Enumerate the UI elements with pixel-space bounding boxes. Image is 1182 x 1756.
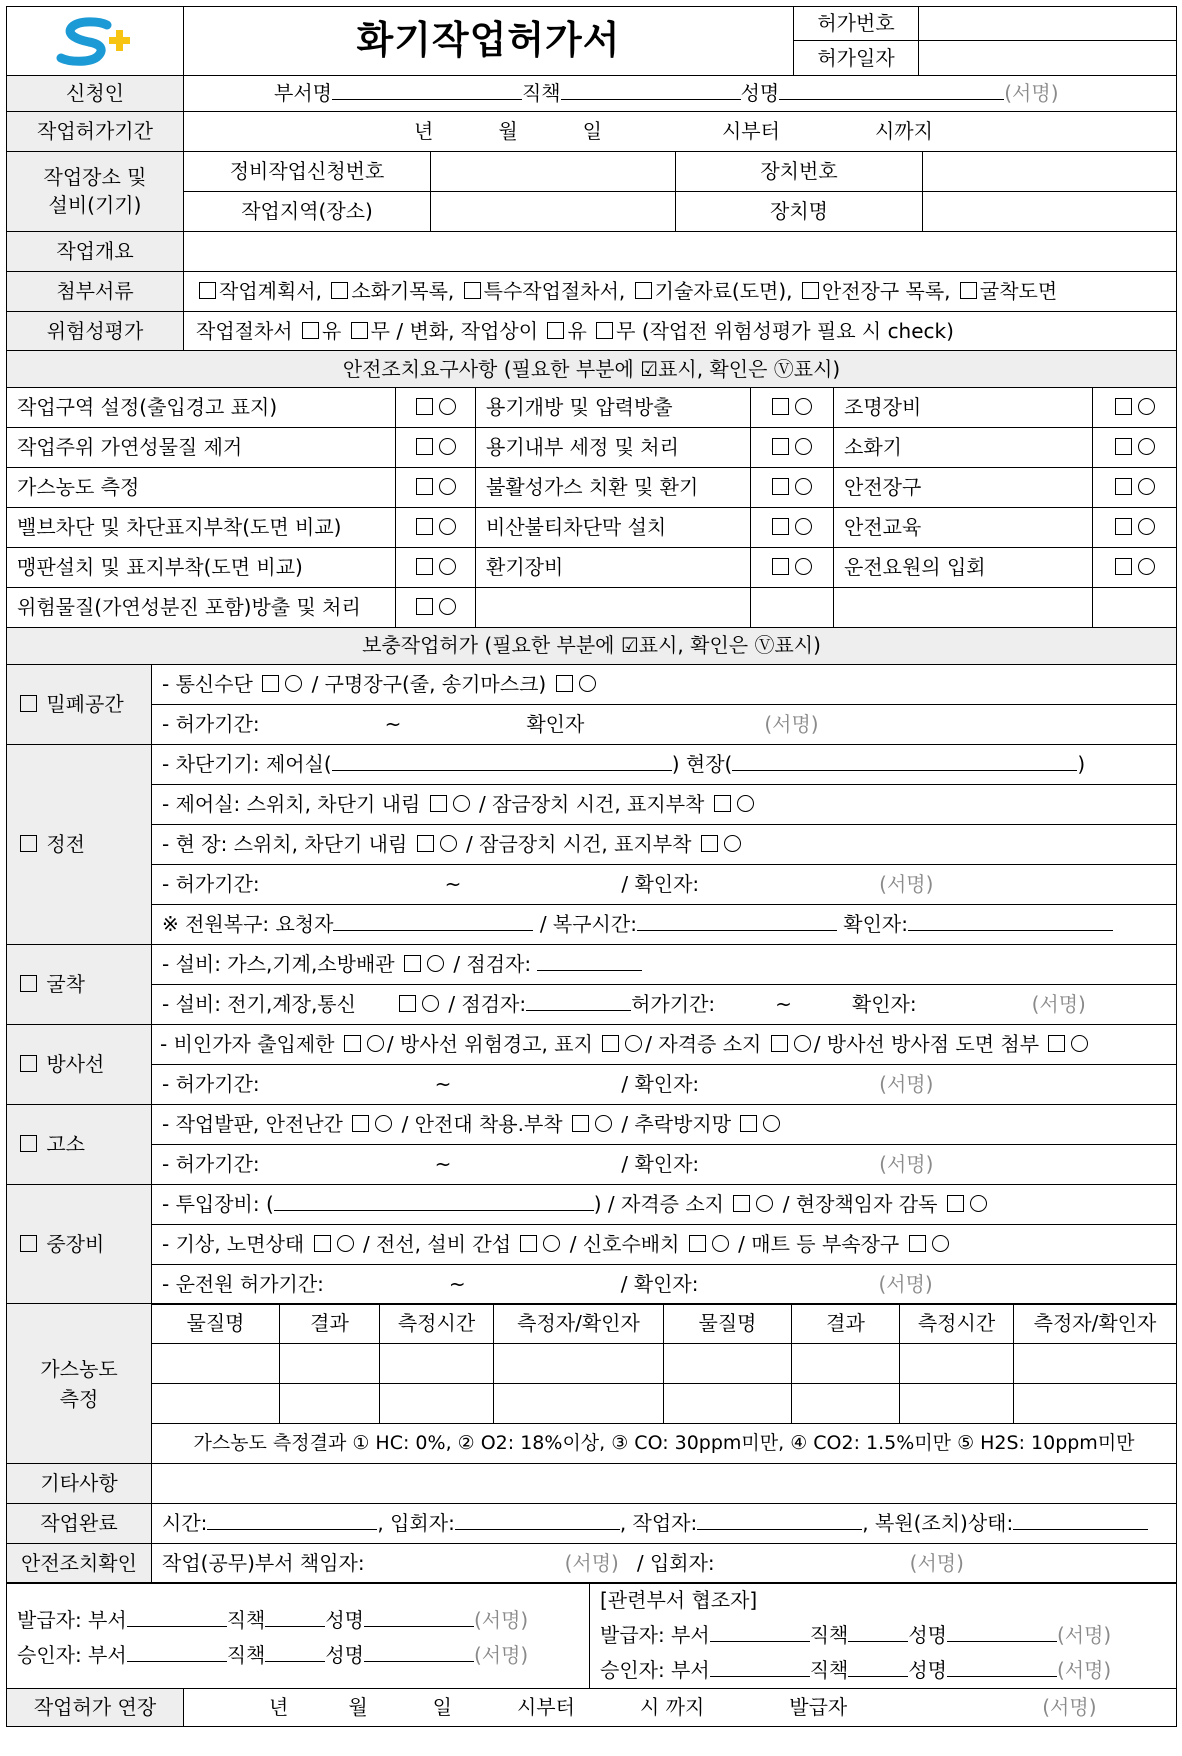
confirm-circle[interactable] <box>756 1195 773 1212</box>
confirm-circle[interactable] <box>1138 558 1155 575</box>
checkbox[interactable] <box>771 1035 788 1052</box>
equip-no-field[interactable] <box>923 151 1177 191</box>
rad-label[interactable]: 방사선 <box>7 1024 152 1104</box>
check-cell[interactable] <box>1093 548 1177 588</box>
gas-table <box>6 1303 1177 1464</box>
confirm-circle[interactable] <box>285 675 302 692</box>
confirm-circle[interactable] <box>595 1115 612 1132</box>
confirm-circle[interactable] <box>794 1035 811 1052</box>
yes-label: 유 <box>567 318 587 343</box>
name-label: 성명 <box>740 81 780 105</box>
checkbox[interactable] <box>572 1115 589 1132</box>
check-cell[interactable] <box>751 388 834 428</box>
checked-box-icon: ☑ <box>640 356 659 381</box>
confirm-circle[interactable] <box>1138 478 1155 495</box>
checkbox[interactable] <box>802 282 819 299</box>
bottom-table <box>6 1463 1177 1584</box>
checkbox[interactable] <box>416 478 433 495</box>
checkbox[interactable] <box>331 282 348 299</box>
checkbox[interactable] <box>351 322 368 339</box>
power-line-5: ※ 전원복구: 요청자 / 복구시간: 확인자: <box>152 904 1177 944</box>
checkbox[interactable] <box>302 322 319 339</box>
confirm-circle[interactable] <box>795 478 812 495</box>
no-label: 무 <box>370 318 390 343</box>
check-cell[interactable] <box>751 428 834 468</box>
safety-item: 밸브차단 및 차단표지부착(도면 비교) <box>7 508 396 548</box>
attach-label: 첨부서류 <box>7 271 184 311</box>
heavy-line-2: - 기상, 노면상태 / 전선, 설비 간섭 / 신호수배치 / 매트 등 부속장구 <box>152 1224 1177 1264</box>
gas-cell[interactable] <box>152 1344 280 1384</box>
confirm-circle[interactable] <box>439 478 456 495</box>
period-label: 작업허가기간 <box>7 111 184 151</box>
attach-row <box>184 271 1177 311</box>
check-cell[interactable] <box>396 428 476 468</box>
logo <box>7 7 184 76</box>
checkbox[interactable] <box>417 835 434 852</box>
checked-box-icon: ☑ <box>620 633 639 657</box>
checkbox[interactable] <box>947 1195 964 1212</box>
empty-cell <box>476 588 751 628</box>
safety-header: 안전조치요구사항 (필요한 부분에 ☑표시, 확인은 Ⓥ표시) <box>7 351 1177 388</box>
empty-cell <box>834 588 1093 628</box>
checkbox[interactable] <box>262 675 279 692</box>
gas-cell[interactable] <box>280 1384 380 1424</box>
confirm-circle[interactable] <box>1138 438 1155 455</box>
high-line-2: - 허가기간: ~ / 확인자: (서명) <box>152 1144 1177 1184</box>
heavy-label[interactable]: 중장비 <box>7 1184 152 1304</box>
confirm-circle[interactable] <box>970 1195 987 1212</box>
safety-item: 비산불티차단막 설치 <box>476 508 751 548</box>
heavy-line-3: - 운전원 허가기간: ~ / 확인자: (서명) <box>152 1264 1177 1304</box>
check-cell[interactable] <box>1093 388 1177 428</box>
safety-table <box>6 350 1177 628</box>
check-cell[interactable] <box>751 508 834 548</box>
info-table <box>6 75 1177 352</box>
checkbox[interactable] <box>416 438 433 455</box>
confirm-circle[interactable] <box>795 438 812 455</box>
rad-line-2: - 허가기간: ~ / 확인자: (서명) <box>152 1064 1177 1104</box>
confirm-circle[interactable] <box>427 955 444 972</box>
supp-table <box>6 627 1177 1305</box>
confirm-circle[interactable] <box>422 995 439 1012</box>
confirm-circle[interactable] <box>543 1235 560 1252</box>
checkbox[interactable] <box>199 282 216 299</box>
checkbox[interactable] <box>1115 398 1132 415</box>
checkbox[interactable] <box>20 835 37 852</box>
checkbox[interactable] <box>689 1235 706 1252</box>
permit-date-label: 허가일자 <box>794 41 919 76</box>
coop-title: [관련부서 협조자] <box>600 1588 758 1612</box>
period-row[interactable] <box>184 111 1177 151</box>
risk-label: 위험성평가 <box>7 311 184 351</box>
safety-item: 환기장비 <box>476 548 751 588</box>
confirm-circle[interactable] <box>795 558 812 575</box>
heavy-line-1: - 투입장비: ( ) / 자격증 소지 / 현장책임자 감독 <box>152 1184 1177 1224</box>
checkbox[interactable] <box>416 598 433 615</box>
etc-field[interactable] <box>152 1463 1177 1503</box>
confirm-circle[interactable] <box>712 1235 729 1252</box>
equip-name-label: 장치명 <box>676 191 923 231</box>
safety-item: 안전장구 <box>834 468 1093 508</box>
check-cell[interactable] <box>396 388 476 428</box>
checkbox[interactable] <box>352 1115 369 1132</box>
confirm-circle[interactable] <box>763 1115 780 1132</box>
power-label[interactable]: 정전 <box>7 744 152 944</box>
check-cell[interactable] <box>1093 468 1177 508</box>
safety-item: 용기개방 및 압력방출 <box>476 388 751 428</box>
rad-line-1: - 비인가자 출입제한 / 방사선 위험경고, 표지 / 자격증 소지 / 방사선 방사점 도면 첨부 <box>152 1024 1177 1064</box>
checkbox[interactable] <box>635 282 652 299</box>
area-label: 작업지역(장소) <box>184 191 431 231</box>
overview-field[interactable] <box>184 231 1177 271</box>
month-label: 월 <box>498 118 518 143</box>
gas-cell[interactable] <box>900 1384 1014 1424</box>
s-plus-logo-icon <box>55 16 135 66</box>
checkbox[interactable] <box>416 398 433 415</box>
checkbox[interactable] <box>602 1035 619 1052</box>
confirm-circle[interactable] <box>439 438 456 455</box>
checkbox[interactable] <box>399 995 416 1012</box>
risk-note: (작업전 위험성평가 필요 시 check) <box>641 318 954 343</box>
confirm-circle[interactable] <box>1138 398 1155 415</box>
area-field[interactable] <box>431 191 676 231</box>
confirm-circle[interactable] <box>439 398 456 415</box>
checkbox[interactable] <box>547 322 564 339</box>
extend-row[interactable]: 년 월 일 시부터 시 까지 발급자 (서명) <box>184 1688 1177 1726</box>
checkbox[interactable] <box>772 518 789 535</box>
checkbox[interactable] <box>20 1135 37 1152</box>
gas-cell[interactable] <box>1014 1344 1177 1384</box>
safety-item: 소화기 <box>834 428 1093 468</box>
checkbox[interactable] <box>404 955 421 972</box>
gas-cell[interactable] <box>792 1384 900 1424</box>
checkbox[interactable] <box>416 558 433 575</box>
checkbox[interactable] <box>740 1115 757 1132</box>
checkbox[interactable] <box>520 1235 537 1252</box>
confirm-circle[interactable] <box>625 1035 642 1052</box>
risk-text: / 변화, 작업상이 <box>396 318 539 343</box>
checkbox[interactable] <box>772 558 789 575</box>
safety-item: 운전요원의 입회 <box>834 548 1093 588</box>
gas-col-header: 측정자/확인자 <box>494 1304 664 1344</box>
power-line-2: - 제어실: 스위치, 차단기 내림 / 잠금장치 시건, 표지부착 <box>152 784 1177 824</box>
risk-row <box>184 311 1177 351</box>
year-label: 년 <box>414 118 434 143</box>
confirm-circle[interactable] <box>795 518 812 535</box>
gas-col-header: 결과 <box>792 1304 900 1344</box>
checkbox[interactable] <box>344 1035 361 1052</box>
check-cell[interactable] <box>751 548 834 588</box>
gas-col-header: 측정시간 <box>900 1304 1014 1344</box>
confined-label[interactable]: 밀폐공간 <box>7 664 152 744</box>
gas-cell[interactable] <box>380 1344 494 1384</box>
empty-cell <box>751 588 834 628</box>
confirm-row[interactable]: 작업(공무)부서 책임자: (서명) / 입회자: (서명) <box>152 1543 1177 1583</box>
safety-item: 맹판설치 및 표지부착(도면 비교) <box>7 548 396 588</box>
confined-line-1: - 통신수단 / 구명장구(줄, 송기마스크) <box>152 664 1177 704</box>
safety-item: 위험물질(가연성분진 포함)방출 및 처리 <box>7 588 396 628</box>
applicant-row[interactable] <box>184 75 1177 111</box>
checkbox[interactable] <box>772 478 789 495</box>
equip-name-field[interactable] <box>923 191 1177 231</box>
checkbox[interactable] <box>314 1235 331 1252</box>
checkbox[interactable] <box>1115 518 1132 535</box>
check-cell[interactable] <box>396 508 476 548</box>
permit-no-field[interactable] <box>919 7 1177 41</box>
attach-item: 기술자료(도면), <box>654 278 793 303</box>
gas-cell[interactable] <box>900 1344 1014 1384</box>
permit-date-field[interactable] <box>919 41 1177 76</box>
safety-item: 작업구역 설정(출입경고 표지) <box>7 388 396 428</box>
dig-line-1: - 설비: 가스,기계,소방배관 / 점검자: <box>152 944 1177 984</box>
confirm-circle[interactable] <box>1071 1035 1088 1052</box>
to-label: 시까지 <box>874 118 933 143</box>
extend-table <box>6 1688 1177 1727</box>
supp-header: 보충작업허가 (필요한 부분에 ☑표시, 확인은 Ⓥ표시) <box>7 627 1177 664</box>
checkbox[interactable] <box>20 695 37 712</box>
gas-col-header: 물질명 <box>152 1304 280 1344</box>
checkbox[interactable] <box>1115 438 1132 455</box>
page-title: 화기작업허가서 <box>184 7 794 76</box>
checkbox[interactable] <box>714 795 731 812</box>
applicant-label: 신청인 <box>7 75 184 111</box>
etc-label: 기타사항 <box>7 1463 152 1503</box>
check-cell[interactable] <box>1093 428 1177 468</box>
power-line-1: - 차단기기: 제어실( ) 현장( ) <box>152 744 1177 784</box>
check-circle-icon: Ⓥ <box>754 633 775 657</box>
yes-label: 유 <box>321 318 342 343</box>
checkbox[interactable] <box>772 438 789 455</box>
header-table <box>6 6 1177 76</box>
position-label: 직책 <box>521 81 561 105</box>
gas-col-header: 물질명 <box>664 1304 792 1344</box>
equip-no-label: 장치번호 <box>676 151 923 191</box>
place-label: 작업장소 및 설비(기기) <box>7 151 184 231</box>
attach-item: 특수작업절차서, <box>483 278 626 303</box>
confirm-circle[interactable] <box>737 795 754 812</box>
risk-text: 작업절차서 <box>196 318 293 343</box>
permit-no-label: 허가번호 <box>794 7 919 41</box>
checkbox[interactable] <box>430 795 447 812</box>
gas-cell[interactable] <box>494 1344 664 1384</box>
no-label: 무 <box>616 318 636 343</box>
empty-cell <box>1093 588 1177 628</box>
power-line-4: - 허가기간: ~ / 확인자: (서명) <box>152 864 1177 904</box>
confirm-label: 안전조치확인 <box>7 1543 152 1583</box>
dig-label[interactable]: 굴착 <box>7 944 152 1024</box>
sign-mark: (서명) <box>1004 81 1059 105</box>
req-no-label: 정비작업신청번호 <box>184 151 431 191</box>
confirm-circle[interactable] <box>724 835 741 852</box>
gas-cell[interactable] <box>380 1384 494 1424</box>
confirm-circle[interactable] <box>375 1115 392 1132</box>
gas-cell[interactable] <box>664 1344 792 1384</box>
safety-item: 안전교육 <box>834 508 1093 548</box>
safety-item: 가스농도 측정 <box>7 468 396 508</box>
check-cell[interactable] <box>751 468 834 508</box>
confirm-circle[interactable] <box>453 795 470 812</box>
done-row[interactable]: 시간: , 입회자: , 작업자: , 복원(조치)상태: <box>152 1503 1177 1543</box>
attach-item: 작업계획서, <box>219 278 322 303</box>
confirm-circle[interactable] <box>795 398 812 415</box>
day-label: 일 <box>582 118 602 143</box>
safety-item: 용기내부 세정 및 처리 <box>476 428 751 468</box>
confirm-circle[interactable] <box>440 835 457 852</box>
check-cell[interactable] <box>396 468 476 508</box>
checkbox[interactable] <box>416 518 433 535</box>
power-line-3: - 현 장: 스위치, 차단기 내림 / 잠금장치 시건, 표지부착 <box>152 824 1177 864</box>
checkbox[interactable] <box>20 1235 37 1252</box>
checkbox[interactable] <box>1048 1035 1065 1052</box>
req-no-field[interactable] <box>431 151 676 191</box>
issuer-cell[interactable]: 발급자: 부서 직책 성명 (서명) 승인자: 부서 직책 성명 (서명) <box>7 1583 590 1689</box>
checkbox[interactable] <box>20 1055 37 1072</box>
gas-cell[interactable] <box>152 1384 280 1424</box>
attach-item: 안전장구 목록, <box>821 278 951 303</box>
confirm-circle[interactable] <box>439 518 456 535</box>
overview-label: 작업개요 <box>7 231 184 271</box>
done-label: 작업완료 <box>7 1503 152 1543</box>
confined-line-2: - 허가기간: ~ 확인자 (서명) <box>152 704 1177 744</box>
checkbox[interactable] <box>1115 478 1132 495</box>
from-label: 시부터 <box>721 118 780 143</box>
check-cell[interactable] <box>396 588 476 628</box>
checkbox[interactable] <box>596 322 613 339</box>
gas-cell[interactable] <box>664 1384 792 1424</box>
permit-form <box>6 6 1176 1727</box>
confirm-circle[interactable] <box>439 558 456 575</box>
safety-item: 불활성가스 치환 및 환기 <box>476 468 751 508</box>
safety-item: 작업주위 가연성물질 제거 <box>7 428 396 468</box>
checkbox[interactable] <box>20 975 37 992</box>
gas-result: 가스농도 측정결과 ① HC: 0%, ② O2: 18%이상, ③ CO: 30ppm미만, ④ CO2: 1.5%미만 ⑤ H2S: 10ppm미만 <box>152 1424 1177 1464</box>
checkbox[interactable] <box>909 1235 926 1252</box>
check-cell[interactable] <box>1093 508 1177 548</box>
gas-label: 가스농도 측정 <box>7 1304 152 1464</box>
gas-col-header: 측정시간 <box>380 1304 494 1344</box>
attach-item: 굴착도면 <box>979 278 1058 303</box>
gas-cell[interactable] <box>792 1344 900 1384</box>
confirm-circle[interactable] <box>337 1235 354 1252</box>
check-circle-icon: Ⓥ <box>773 356 794 381</box>
checkbox[interactable] <box>556 675 573 692</box>
attach-item: 소화기목록, <box>351 278 455 303</box>
checkbox[interactable] <box>464 282 481 299</box>
confirm-circle[interactable] <box>579 675 596 692</box>
checkbox[interactable] <box>772 398 789 415</box>
confirm-circle[interactable] <box>932 1235 949 1252</box>
dig-line-2: - 설비: 전기,계장,통신 / 점검자: 허가기간: ~ 확인자: (서명) <box>152 984 1177 1024</box>
checkbox[interactable] <box>960 282 977 299</box>
safety-item: 조명장비 <box>834 388 1093 428</box>
high-line-1: - 작업발판, 안전난간 / 안전대 착용.부착 / 추락방지망 <box>152 1104 1177 1144</box>
check-cell[interactable] <box>396 548 476 588</box>
gas-col-header: 결과 <box>280 1304 380 1344</box>
confirm-circle[interactable] <box>1138 518 1155 535</box>
confirm-circle[interactable] <box>367 1035 384 1052</box>
checkbox[interactable] <box>733 1195 750 1212</box>
confirm-circle[interactable] <box>439 598 456 615</box>
gas-col-header: 측정자/확인자 <box>1014 1304 1177 1344</box>
coop-cell[interactable]: [관련부서 협조자] 발급자: 부서 직책 성명 (서명) 승인자: 부서 직책 성명 (서명) <box>590 1583 1177 1689</box>
high-label[interactable]: 고소 <box>7 1104 152 1184</box>
gas-cell[interactable] <box>494 1384 664 1424</box>
extend-label: 작업허가 연장 <box>7 1688 184 1726</box>
checkbox[interactable] <box>701 835 718 852</box>
gas-cell[interactable] <box>1014 1384 1177 1424</box>
dept-label: 부서명 <box>274 81 332 105</box>
gas-cell[interactable] <box>280 1344 380 1384</box>
issuer-table <box>6 1582 1177 1689</box>
checkbox[interactable] <box>1115 558 1132 575</box>
